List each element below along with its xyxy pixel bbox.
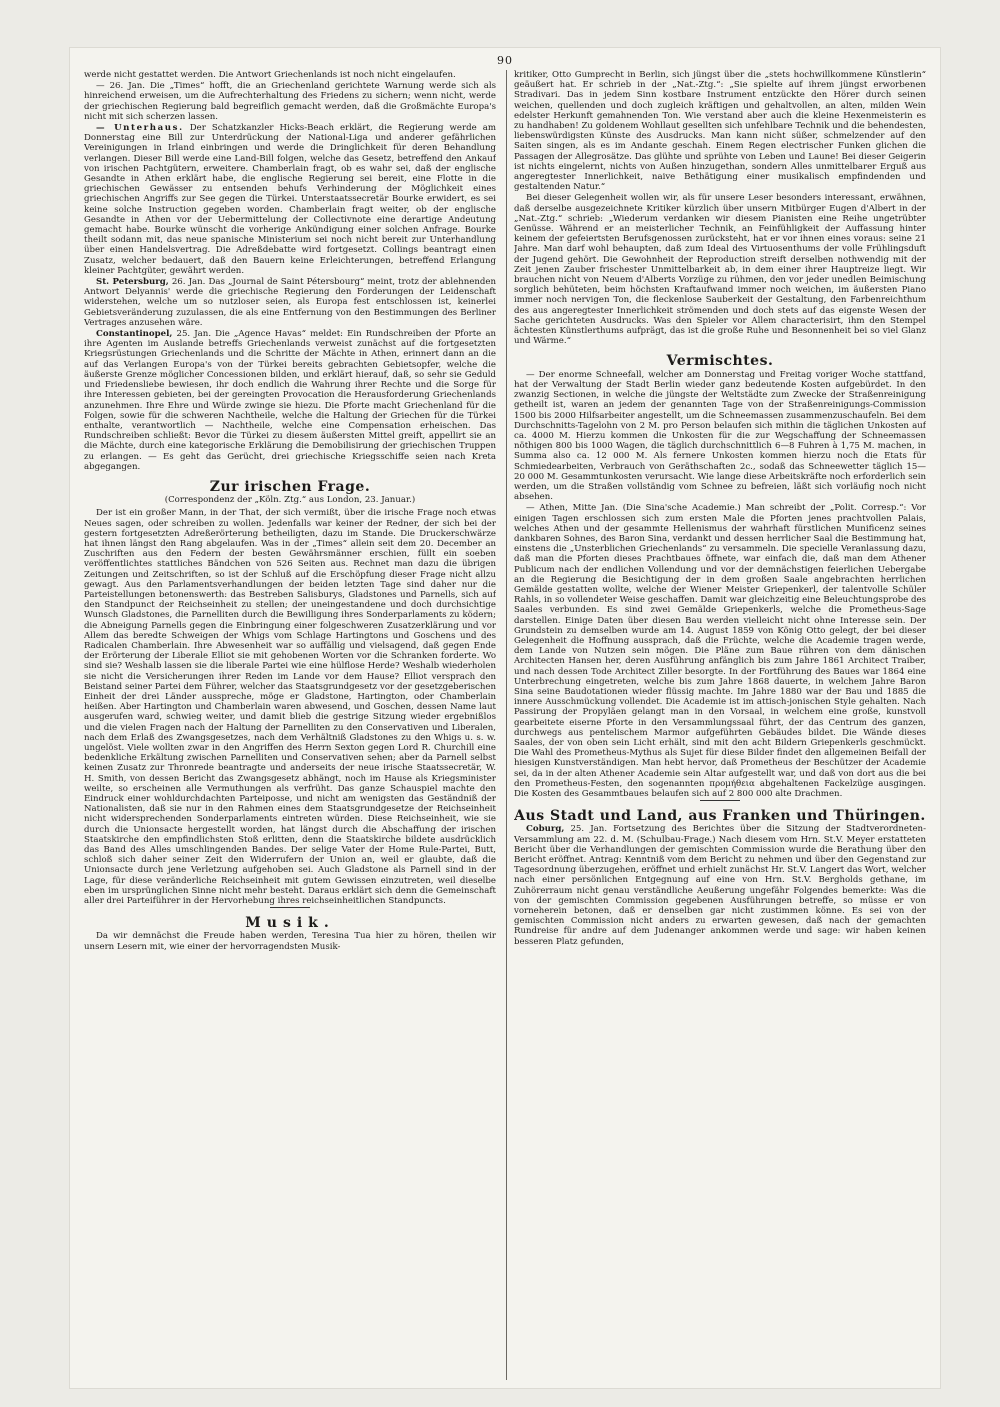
column-divider <box>506 70 507 1380</box>
article-text: Bei dieser Gelegenheit wollen wir, als für unsere Leser besonders interessant, erwähnen, daß derselbe ausgezeichnete Kritiker kürzlich über unsern Mitbürger Eugen d'Albert in der „Nat.-Ztg.“ schrieb: „Wiederum verdanken wir diesem Pianisten eine Reihe ungetrübter Genüsse. Während er an meisterlicher Technik, an Feinfühligkeit der Auffassung hinter keinem der gefeiertsten Berufsgenossen zurücksteht, hat er vor ihnen eines voraus: seine 21 Jahre. Man darf wohl behaupten, daß zum Ideal des Virtuosenthums der volle Frühlingsduft der Jugend gehört. Die Gewohnheit der Reproduction streift derselben nothwendig mit der Zeit jenen Zauber frischester Unmittelbarkeit ab, in dem einer ihrer Hauptreize liegt. Wir brauchen nicht von Neuem d'Alberts Vorzüge zu rühmen, den vor jeder unedlen Beimischung sorglich behüteten, beim höchsten Kraftaufwand immer noch weichen, im äußersten Piano immer noch nervigen Ton, die fleckenlose Sauberkeit der Gestaltung, den Farbenreichthum des aus angeregtester Innerlichkeit strömenden und doch stets auf das eigenste Wesen der Sache gerichteten Ausdrucks. Was den Spieler vor Allem characterisirt, ihm den Stempel ächtesten Künstlerthums aufprägt, das ist die große Ruhe und Besonnenheit bei so viel Glanz und Wärme.“ <box>514 193 926 347</box>
article-text: — Athen, Mitte Jan. (Die Sina'sche Academie.) Man schreibt der „Polit. Corresp.“: Vor einigen Tagen erschlossen sich zum ersten Male die Pforten jenes prachtvollen Palais, welches Athen und der gesammte Hellenismus der wahrhaft fürstlichen Munificenz seines dankbaren Sohnes, des Baron Sina, verdankt und dessen herrlicher Saal die Bestimmung hat, einstens die „Unsterblichen Griechenlands“ zu versammeln. Die specielle Veranlassung dazu, daß man die Pforten dieses Prachtbaues öffnete, war einfach die, daß man dem Athener Publicum nach der endlichen Vollendung und vor der demnächstigen feierlichen Uebergabe an die Regierung die Besichtigung der in dem großen Saale angebrachten herrlichen Gemälde gestatten wollte, welche der Wiener Meister Griepenkerl, der talentvolle Schüler Rahls, in so vollendeter Weise geschaffen. Damit war gleichzeitig eine Beleuchtungsprobe des Saales verbunden. Es sind zwei Gemälde Griepenkerls, welche die Prometheus-Sage darstellen. Einige Daten über diesen Bau werden vielleicht nicht ohne Interesse sein. Der Grundstein zu demselben wurde am 14. August 1859 von König Otto gelegt, der bei dieser Gelegenheit die Hoffnung aussprach, daß die Früchte, welche die Academie tragen werde, dem Lande von Nutzen sein mögen. Die Pläne zum Baue rühren von dem dänischen Architecten Hansen her, deren Ausführung anfänglich bis zum Jahre 1861 Architect Traiber, und nach dessen Tode Architect Ziller besorgte. In der Fortführung des Baues war 1864 eine Unterbrechung eingetreten, welche bis zum Jahre 1868 dauerte, in welchem Jahre Baron Sina seine Baudotationen wieder flüssig machte. Im Jahre 1880 war der Bau und 1885 die innere Ausschmückung vollendet. Die Academie ist im attisch-jonischen Style gehalten. Nach Passirung der Propyläen gelangt man in den Vorsaal, in welchem eine große, kunstvoll gearbeitete eiserne Pforte in den Versammlungssaal führt, der das Centrum des ganzen, durchwegs aus pentelischem Marmor aufgeführten Gebäudes bildet. Die Wände dieses Saales, der von oben sein Licht erhält, sind mit den acht Bildern Griepenkerls geschmückt. Die Wahl des Prometheus-Mythus als Sujet für diese Bilder findet den allgemeinen Beifall der hiesigen Kunstverständigen. Man hebt hervor, daß Prometheus der Beschützer der Academie sei, da in der alten Athener Academie sein Altar aufgestellt war, und daß von dort aus die bei den Prometheus-Festen, den sogenannten προμήθεια abgehaltenen Fackelzüge ausgingen. Die Kosten des Gesammtbaues belaufen sich auf 2 800 000 alte Drachmen. <box>514 503 926 800</box>
dateline: Coburg, <box>526 824 565 835</box>
article-text <box>84 329 496 472</box>
section-heading: Aus Stadt und Land, aus Franken und Thüringen. <box>514 808 926 825</box>
article-text: — 26. Jan. Die „Times“ hofft, die an Griechenland gerichtete Warnung werde sich als hinreichend erweisen, um die Aufrechterhaltung des Friedens zu sichern; wenn nicht, werde der griechischen Regierung bald begreiflich gemacht werden, daß die Großmächte Europa's nicht mit sich scherzen lassen. <box>84 81 496 122</box>
dateline: St. Petersburg, <box>96 277 169 288</box>
article-text: Da wir demnächst die Freude haben werden, Teresina Tua hier zu hören, theilen wir unsern Lesern mit, wie einer der hervorragendsten Musik- <box>84 931 496 952</box>
section-heading: Vermischtes. <box>666 353 774 370</box>
section-heading: Zur irischen Frage. <box>209 478 371 495</box>
article-body: 25. Jan. Die „Agence Havas“ meldet: Ein Rundschreiben der Pforte an ihre Agenten im Auslande betreffs Griechenlands verweist zunächst auf die fortgesetzten Kriegsrüstungen Griechenlands und die Schritte der Mächte in Athen, erinnert dann an die auf das Verlangen Europa's von der Türkei bereits gebrachten Gebietsopfer, welche die äußerste Grenze möglicher Concessionen bilden, und erklärt hierauf, daß, so sehr sie Geduld und Friedensliebe bewiesen, ihr doch endlich die Wahrung ihrer Rechte und die Sorge für ihre Interessen gebieten, bei der gereingten Provocation die Herausforderung Griechenlands anzunehmen. Ihre Ehre und Würde zwinge sie hiezu. Die Pforte macht Griechenland für die Folgen, sowie für die schweren Nachtheile, welche die Haltung der Griechen für die Türkei enthalte, verantwortlich — Nachtheile, welche eine Compensation erheischen. Das Rundschreiben schließt: Bevor die Türkei zu diesem äußersten Mittel greift, appellirt sie an die Mächte, durch eine kategorische Erklärung die Demobilisirung der griechischen Truppen zu erlangen. — Es geht das Gerücht, drei griechische Kriegsschiffe seien nach Kreta abgegangen. <box>84 329 496 472</box>
left-column <box>84 70 496 1388</box>
article-body: 25. Jan. Fortsetzung des Berichtes über die Sitzung der Stadtverordneten-Versammlung am 22. d. M. (Schulbau-Frage.) Nach diesem vom Hrn. St.V. Meyer erstatteten Bericht über die Verhandlungen der gemischten Commission wurde die Berathung über den Bericht eröffnet. Antrag: Kenntniß vom dem Bericht zu nehmen und über den Gegenstand zur Tagesordnung überzugehen, eröffnet und erhielt zunächst Hr. St.V. Langert das Wort, welcher nach einer persönlichen Entgegnung auf eine von Hrn. St.V. Bergholds gethane, im Zuhörerraum nicht genau verständliche Aeußerung ungefähr Folgendes bemerkte: Was die von der gemischten Commission gegebenen Ausführungen betreffe, so müsse er von vorneherein betonen, daß er denselben gar nicht zustimmen könne. Es sei von der gemischten Commission nicht anders zu erwarten gewesen, daß nach der gemachten Rundreise für andre auf dem Judenanger ankommen werde und sage: wir haben keinen besseren Platz gefunden, <box>514 824 926 947</box>
section-subheading: (Correspondenz der „Köln. Ztg.“ aus London, 23. Januar.) <box>164 495 416 506</box>
divider-rule <box>270 907 310 908</box>
article-text: werde nicht gestattet werden. Die Antwort Griechenlands ist noch nicht eingelaufen. <box>84 70 456 80</box>
article-text: kritiker, Otto Gumprecht in Berlin, sich jüngst über die „stets hochwillkommene Künstlerin“ geäußert hat. Er schrieb in der „Nat.-Ztg.“: „Sie spielte auf ihrem jüngst erworbenen Stradivari. Das in jedem Sinn kostbare Instrument entzückte den Hörer durch seinen weichen, quellenden und doch zugleich kräftigen und gehaltvollen, an alten, milden Wein edelster Herkunft gemahnenden Ton. Wie verstand aber auch die kleine Hexenmeisterin es zu handhaben! Zu goldenem Wohllaut gesellten sich unfehlbare Technik und die behendesten, liebenswürdigsten Künste des Ausdrucks. Man kann nicht süßer, schmelzender auf den Saiten singen, als es im Andante geschah. Einem Regen electrischer Funken glichen die Passagen der Allegrosätze. Das glühte und sprühte von Leben und Laune! Bei dieser Geigerin ist nichts eingelernt, nichts von Außen hinzugethan, sondern Alles unmittelbarer Erguß aus angeregtester Innerlichkeit, naive Bethätigung einer musikalisch empfindenden und gestaltenden Natur.“ <box>514 70 926 193</box>
article-body: 26. Jan. Das „Journal de Saint Pétersbourg“ meint, trotz der ablehnenden Antwort Delyannis' werde die griechische Regierung den Forderungen der Leidenschaft widerstehen, welche um so nutzloser seien, als Europa fest entschlossen ist, keinerlei Gebietsveränderung zuzulassen, die als eine Entfernung von den Bestimmungen des Berliner Vertrages anzusehen wäre. <box>84 277 496 328</box>
newspaper-page <box>70 48 940 1388</box>
article-text: Der ist ein großer Mann, in der That, der sich vermißt, über die irische Frage noch etwas Neues sagen, oder schreiben zu wollen. Jedenfalls war keiner der Redner, der sich bei der gestern fortgesetzten Adreßerörterung betheiligten, dazu im Stande. Die Druckerschwärze hat ihnen längst den Rang abgelaufen. Was in der „Times“ allein seit dem 20. December an Zuschriften aus den Federn der besten Gewährsmänner erschien, füllt ein soeben veröffentlichtes stattliches Bändchen von 526 Seiten aus. Rechnet man dazu die übrigen Zeitungen und Zeitschriften, so ist der Schluß auf die Erschöpfung dieser Frage nicht allzu gewagt. Aus den Parlamentsverhandlungen der beiden letzten Tage sind daher nur die Parteistellungen betonenswerth: das Bestreben Salisburys, Gladstones und Parnells, sich auf den Standpunct der Reichseinheit zu stellen; der uneingestandene und doch durchsichtige Wunsch Gladstones, die Parnelliten durch die Bewilligung ihres Sonderparlaments zu ködern; die Abneigung Parnells gegen die Einbringung einer folgeschweren Zusatzerklärung und vor Allem das beredte Schweigen der Whigs vom Schlage Hartingtons und Goschens und des Radicalen Chamberlain. Ihre Abwesenheit war so auffällig und vielsagend, daß gegen Ende der Erörterung der Liberale Elliot sie mit gehobenen Worten vor die Schranken forderte. Wo sind sie? Weshalb lassen sie die liberale Partei wie eine hülflose Herde? Weshalb wiederholen sie nicht die Versicherungen ihrer Reden im Lande vor dem Hause? Elliot versprach den Beistand seiner Partei dem Führer, welcher das Staatsgrundgesetz vor der gesetzgeberischen Einheit der drei Länder ausspreche, möge er Gladstone, Hartington, oder Chamberlain heißen. Aber Hartington und Chamberlain waren abwesend, und Goschen, dessen Name laut ausgerufen ward, schwieg weiter, und damit blieb die gestrige Sitzung wieder ergebnißlos und die vielen Fragen nach der Haltung der Parnelliten zu den Conservativen und Liberalen, nach dem Erlaß des Zwangsgesetzes, nach dem Verhältniß Gladstones zu den Whigs u. s. w. ungelöst. Viele wollten zwar in den Angriffen des Herrn Sexton gegen Lord R. Churchill eine bedenkliche Erkältung zwischen Parnelliten und Conservativen sehen; aber da Parnell selbst keinen Zusatz zur Thronrede beantragte und anderseits der neue irische Staatssecretär, W. H. Smith, von dessen Bericht das Zwangsgesetz abhängt, noch im Hause als Kriegsminister weilte, so erscheinen alle Vermuthungen als verfrüht. Das ganze Schauspiel machte den Eindruck einer wohldurchdachten Parteiposse, und nicht am wenigsten das Geständniß der Nationalisten, daß sie nur in den Rahmen eines dem Staatsgrundgesetze der Reichseinheit nicht widersprechenden Sonderparlaments eintreten würden. Diese Reichseinheit, wie sie durch die Unionsacte hergestellt worden, hat längst durch die Abschaffung der irischen Staatskirche den empfindlichsten Stoß erlitten, denn die Staatskirche bildete ausdrücklich das Band des Alles umschlingenden Bandes. Der selige Vater der Home Rule-Partei, Butt, schloß sich daher seiner Zeit den Widerrufern der Union an, weil er glaubte, daß die Unionsacte durch jene Verletzung aufgehoben sei. Auch Gladstone als Parnell sind in der Lage, für diese veränderliche Reichseinheit mit gutem Gewissen einzutreten, weil dieselbe eben im ursprünglichen Sinne nicht mehr besteht. Daraus erklärt sich denn die Gemeinschaft aller drei Parteiführer in der Hervorhebung ihres reichseinheitlichen Standpuncts. <box>84 508 496 907</box>
article-text: — Der enorme Schneefall, welcher am Donnerstag und Freitag voriger Woche stattfand, hat der Verwaltung der Stadt Berlin wieder ganz bedeutende Kosten aufgebürdet. In den zwanzig Sectionen, in welche die jüngste der Weltstädte zum Zwecke der Straßenreinigung getheilt ist, waren an jedem der genannten Tage von der Straßenreinigungs-Commission 1500 bis 2000 Hilfsarbeiter angestellt, um die Schneemassen zusammenzuschaufeln. Bei dem Durchschnitts-Tagelohn von 2 M. pro Person belaufen sich mithin die täglichen Unkosten auf ca. 4000 M. Hierzu kommen die Unkosten für die zur Wegschaffung der Schneemassen nöthigen 800 bis 1000 Wagen, die täglich durchschnittlich 6—8 Fuhren à 1,75 M. machen, in Summa also ca. 12 000 M. Als fernere Unkosten kommen hierzu noch die Etats für Schmiedearbeiten, Verbrauch von Geräthschaften 2c., sodaß das Schneewetter täglich 15—20 000 M. Gesammtunkosten verursacht. Wie lange diese Arbeitskräfte noch erforderlich sein werden, um die Straßen vollständig vom Schnee zu befreien, läßt sich vorläufig noch nicht absehen. <box>514 369 926 503</box>
dateline: Constantinopel, <box>96 329 173 340</box>
article-text <box>514 824 926 946</box>
dateline: — Unterhaus. <box>96 123 184 134</box>
article-body: Der Schatzkanzler Hicks-Beach erklärt, die Regierung werde am Donnerstag eine Bill zur Unterdrückung der National-Liga und anderer gefährlichen Vereinigungen in Irland einbringen und werde die Dringlichkeit für deren Behandlung verlangen. Dieser Bill werde eine Land-Bill folgen, welche das Gesetz, betreffend den Ankauf von irischen Pachtgütern, erweitere. Chamberlain fragt, ob es wahr sei, daß der englische Gesandte in Athen erklärt habe, die englische Regierung sei bereit, eine Flotte in die griechischen Gewässer zu entsenden behufs Verhinderung der Möglichkeit eines griechischen Angriffs zur See gegen die Türkei. Unterstaatssecretär Bourke erwidert, es sei keine solche Instruction gegeben worden. Chamberlain fragt weiter, ob der englische Gesandte in Athen vor der Uebermittelung der Collectivnote eine derartige Andeutung gemacht habe. Bourke wünscht die vorherige Ankündigung einer solchen Anfrage. Bourke theilt sodann mit, das neue spanische Ministerium sei noch nicht bereit zur Unterhandlung über einen Handelsvertrag. Die Adreßdebatte wird fortgesetzt. Collings beantragt einen Zusatz, welcher bedauert, daß den Bauern keine Erleichterungen, betreffend Erlangung kleiner Pachtgüter, gewährt werden. <box>84 123 496 276</box>
right-column <box>514 70 926 1388</box>
article-text <box>84 123 496 276</box>
divider-rule <box>700 800 740 801</box>
article-text <box>84 277 496 328</box>
page-number: 90 <box>497 54 513 67</box>
section-heading: Musik. <box>245 915 335 932</box>
